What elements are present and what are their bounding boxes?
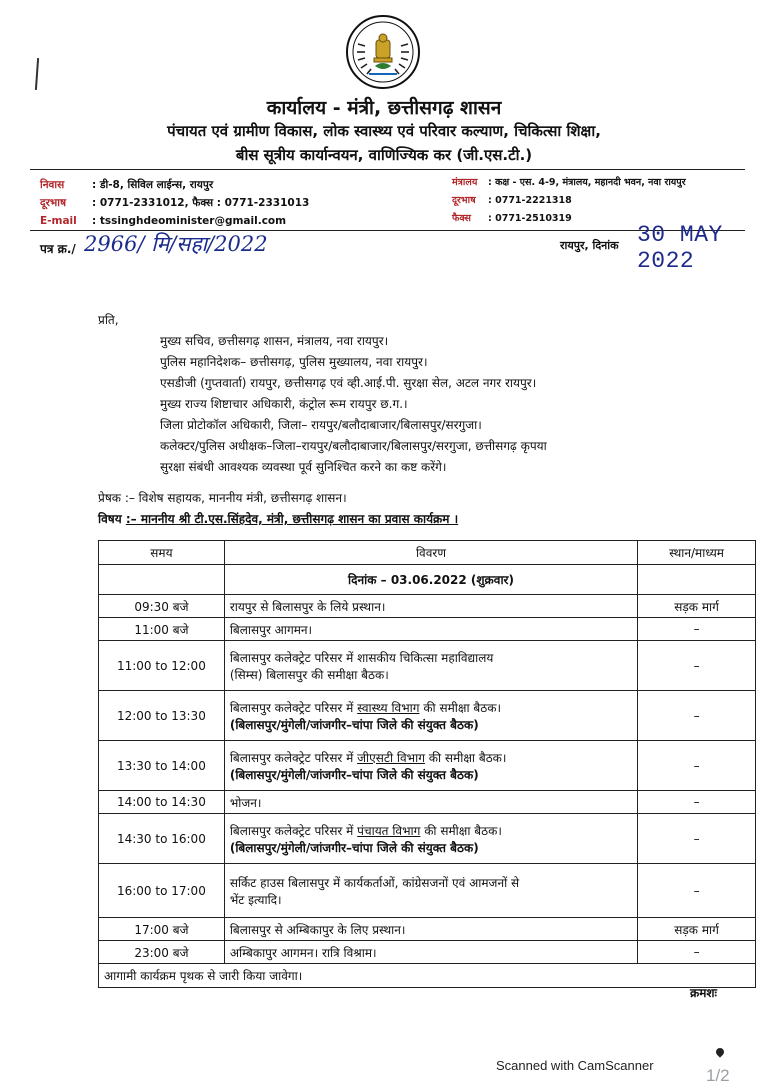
mode-cell: सड़क मार्ग xyxy=(638,918,756,941)
recipient-line: मुख्य राज्य शिष्टाचार अधिकारी, कंट्रोल रूम रायपुर छ.ग.। xyxy=(160,397,408,411)
ministry-label: मंत्रालय xyxy=(452,177,478,188)
detail-line: (सिम्स) बिलासपुर की समीक्षा बैठक। xyxy=(229,667,389,682)
time-cell: 14:00 to 14:30 xyxy=(99,791,225,814)
detail-text: बिलासपुर कलेक्ट्रेट परिसर में xyxy=(229,823,358,838)
detail-line xyxy=(230,699,632,716)
time-cell: 14:30 to 16:00 xyxy=(99,814,225,864)
detail-line: (बिलासपुर/मुंगेली/जांजगीर–चांपा जिले की संयुक्त बैठक) xyxy=(229,767,479,782)
sender-value: :– विशेष सहायक, माननीय मंत्री, छत्तीसगढ़ शासन। xyxy=(124,491,347,505)
detail-text: की समीक्षा बैठक। xyxy=(419,700,501,715)
to-label: प्रति, xyxy=(98,313,119,327)
place-date-label: रायपुर, दिनांक xyxy=(560,239,619,252)
email-value: : tssinghdeominister@gmail.com xyxy=(92,215,287,227)
detail-line: सर्किट हाउस बिलासपुर में कार्यकर्ताओं, कांग्रेसजनों एवं आमजनों से xyxy=(229,875,520,890)
table-row xyxy=(99,791,756,814)
department-name: पंचायत विभाग xyxy=(357,823,421,838)
detail-line: बिलासपुर कलेक्ट्रेट परिसर में शासकीय चिकित्सा महाविद्यालय xyxy=(229,650,494,665)
time-cell: 11:00 to 12:00 xyxy=(99,641,225,691)
recipient-list xyxy=(160,331,740,478)
sender-line xyxy=(98,488,347,509)
detail-line: (बिलासपुर/मुंगेली/जांजगीर–चांपा जिले की संयुक्त बैठक) xyxy=(229,717,479,732)
departments-line-2: बीस सूत्रीय कार्यान्वयन, वाणिज्यिक कर (जी.एस.टी.) xyxy=(235,146,533,164)
detail-text: बिलासपुर कलेक्ट्रेट परिसर में xyxy=(229,700,358,715)
mode-cell: सड़क मार्ग xyxy=(638,595,756,618)
continued-label: क्रमशः xyxy=(690,986,717,1000)
government-emblem-icon xyxy=(345,14,421,90)
date-cell: दिनांक – 03.06.2022 (शुक्रवार) xyxy=(224,565,637,595)
date-row xyxy=(99,565,756,595)
detail-line: भेंट इत्यादि। xyxy=(229,892,282,907)
recipient-line: कलेक्टर/पुलिस अधीक्षक–जिला–रायपुर/बलौदाबाजार/बिलासपुर/सरगुजा, छत्तीसगढ़ कृपया xyxy=(160,439,547,453)
table-footer-row xyxy=(99,964,756,988)
time-cell: 13:30 to 14:00 xyxy=(99,741,225,791)
detail-line xyxy=(230,822,632,839)
date-stamp: 30 MAY 2022 xyxy=(637,222,723,274)
margin-mark xyxy=(35,58,39,90)
mode-cell: – xyxy=(638,741,756,791)
fax-value: : 0771-2510319 xyxy=(488,213,572,224)
schedule-table xyxy=(98,540,756,988)
mode-cell: – xyxy=(638,691,756,741)
subject-label: विषय xyxy=(98,512,122,526)
residence-value: : डी-8, सिविल लाईन्स, रायपुर xyxy=(92,179,214,191)
time-cell: 12:00 to 13:30 xyxy=(99,691,225,741)
phone-value: : 0771-2331012, फैक्स : 0771-2331013 xyxy=(92,197,310,209)
office-title: कार्यालय - मंत्री, छत्तीसगढ़ शासन xyxy=(266,97,502,119)
scanner-logo-icon xyxy=(714,1046,725,1057)
recipient-line: एसडीजी (गुप्तवार्ता) रायपुर, छत्तीसगढ़ एवं व्ही.आई.पी. सुरक्षा सेल, अटल नगर रायपुर। xyxy=(160,376,537,390)
ministry-phone-value: : 0771-2221318 xyxy=(488,195,572,206)
recipient-line: सुरक्षा संबंधी आवश्यक व्यवस्था पूर्व सुनिश्चित करने का कष्ट करेंगे। xyxy=(160,460,447,474)
email-label: E-mail xyxy=(40,215,77,227)
detail-text: बिलासपुर कलेक्ट्रेट परिसर में xyxy=(229,750,358,765)
detail-line xyxy=(230,749,632,766)
recipient-line: मुख्य सचिव, छत्तीसगढ़ शासन, मंत्रालय, नवा रायपुर। xyxy=(160,334,389,348)
table-row xyxy=(99,814,756,864)
subject-value: :– माननीय श्री टी.एस.सिंहदेव, मंत्री, छत्तीसगढ़ शासन का प्रवास कार्यक्रम । xyxy=(125,512,459,526)
detail-cell xyxy=(224,741,637,791)
scanner-watermark: Scanned with CamScanner xyxy=(496,1058,654,1073)
recipient-line: जिला प्रोटोकॉल अधिकारी, जिला– रायपुर/बलौदाबाजार/बिलासपुर/सरगुजा। xyxy=(160,418,482,432)
table-row xyxy=(99,618,756,641)
time-cell: 09:30 बजे xyxy=(99,595,225,618)
table-row xyxy=(99,741,756,791)
letter-ref-label: पत्र क्र./ xyxy=(40,242,76,256)
time-cell: 16:00 to 17:00 xyxy=(99,864,225,918)
department-name: जीएसटी विभाग xyxy=(357,750,425,765)
table-row xyxy=(99,595,756,618)
detail-text: की समीक्षा बैठक। xyxy=(420,823,502,838)
detail-cell xyxy=(224,814,637,864)
detail-cell: बिलासपुर आगमन। xyxy=(224,618,637,641)
sender-label: प्रेषक xyxy=(98,491,121,505)
time-cell: 17:00 बजे xyxy=(99,918,225,941)
col-details-header: विवरण xyxy=(224,541,637,565)
fax-label: फैक्स xyxy=(452,213,471,224)
contact-right xyxy=(452,174,686,228)
recipient-line: पुलिस महानिदेशक– छत्तीसगढ़, पुलिस मुख्यालय, नवा रायपुर। xyxy=(160,355,428,369)
letter-ref-handwritten: 2966/ मि/सहा/2022 xyxy=(84,232,268,256)
col-time-header: समय xyxy=(99,541,225,565)
mode-cell: – xyxy=(638,814,756,864)
mode-cell: – xyxy=(638,864,756,918)
table-row xyxy=(99,641,756,691)
table-row xyxy=(99,864,756,918)
detail-cell: अम्बिकापुर आगमन। रात्रि विश्राम। xyxy=(224,941,637,964)
detail-cell xyxy=(224,691,637,741)
detail-line: (बिलासपुर/मुंगेली/जांजगीर–चांपा जिले की संयुक्त बैठक) xyxy=(229,840,479,855)
ministry-phone-label: दूरभाष xyxy=(452,195,476,206)
time-cell: 23:00 बजे xyxy=(99,941,225,964)
contact-left xyxy=(40,176,309,230)
ministry-value: : कक्ष - एस. 4-9, मंत्रालय, महानदी भवन, नवा रायपुर xyxy=(488,177,686,188)
detail-text: की समीक्षा बैठक। xyxy=(424,750,507,765)
phone-label: दूरभाष xyxy=(40,197,67,209)
detail-cell xyxy=(224,641,637,691)
footer-note: आगामी कार्यक्रम पृथक से जारी किया जावेगा। xyxy=(99,964,756,988)
detail-cell xyxy=(224,864,637,918)
mode-cell: – xyxy=(638,618,756,641)
table-row xyxy=(99,941,756,964)
mode-cell: – xyxy=(638,791,756,814)
col-mode-header: स्थान/माध्यम xyxy=(638,541,756,565)
departments-line-1: पंचायत एवं ग्रामीण विकास, लोक स्वास्थ्य एवं परिवार कल्याण, चिकित्सा शिक्षा, xyxy=(167,122,601,140)
table-row xyxy=(99,918,756,941)
residence-label: निवास xyxy=(40,179,65,191)
mode-cell: – xyxy=(638,941,756,964)
table-header-row xyxy=(99,541,756,565)
header-divider-top xyxy=(30,169,745,170)
mode-cell: – xyxy=(638,641,756,691)
time-cell: 11:00 बजे xyxy=(99,618,225,641)
detail-cell: रायपुर से बिलासपुर के लिये प्रस्थान। xyxy=(224,595,637,618)
subject-line xyxy=(98,509,458,530)
department-name: स्वास्थ्य विभाग xyxy=(357,700,420,715)
detail-cell: बिलासपुर से अम्बिकापुर के लिए प्रस्थान। xyxy=(224,918,637,941)
table-row xyxy=(99,691,756,741)
detail-cell: भोजन। xyxy=(224,791,637,814)
page-indicator: 1/2 xyxy=(706,1066,730,1085)
